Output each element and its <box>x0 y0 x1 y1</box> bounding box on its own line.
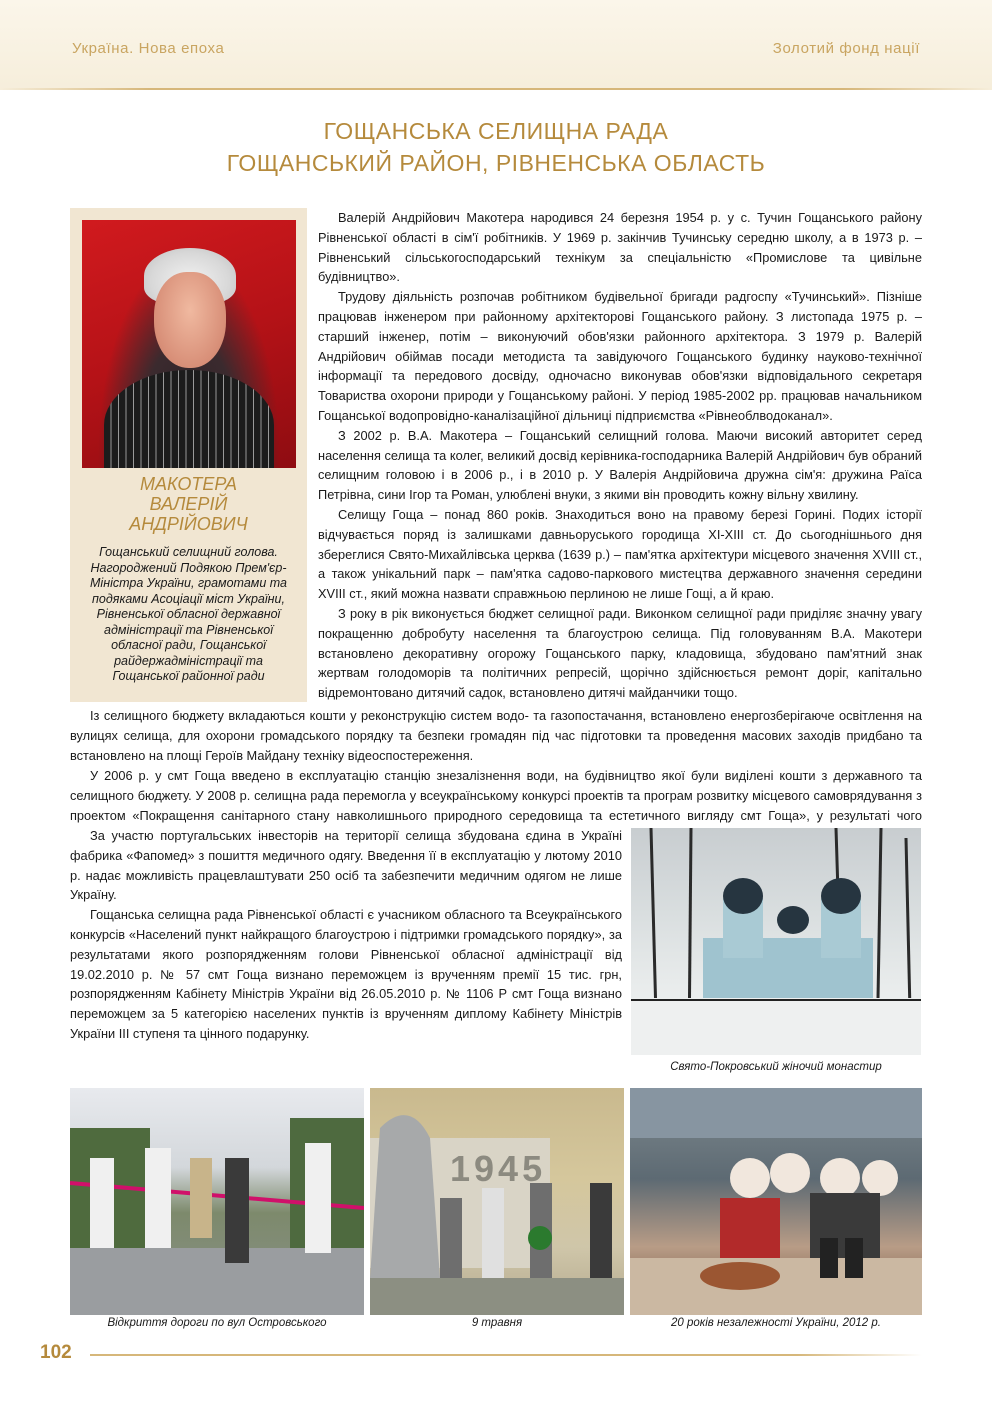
paragraph-4: Селищу Гоща – понад 860 років. Знаходиться воно на правому березі Горині. Подих історії відчувається поряд із залишками давньоруського городища ХІ-ХІІІ ст. До сьогоднішнього дня збереглися Свято-Михайлівська церква (1639 р.) – пам'ятка архітектури місцевого значення XVIII ст., а також унікальний парк – пам'ятка садово-паркового мистецтва державного значення середини XVIII ст., який можна назвати справжньою перлиною не лише Гощі, а й краю. <box>318 506 922 602</box>
portrait-photo <box>82 220 296 468</box>
article-title-line2: ГОЩАНСЬКИЙ РАЙОН, РІВНЕНСЬКА ОБЛАСТЬ <box>226 150 766 176</box>
road-opening-caption: Відкриття дороги по вул Островського <box>107 1317 327 1329</box>
road-opening-illustration <box>70 1088 364 1315</box>
monastery-caption: Свято-Покровський жіночий монастир <box>670 1061 882 1073</box>
portrait-shirt <box>104 370 274 468</box>
paragraph-6: Із селищного бюджету вкладаються кошти у реконструкцію систем водо- та газопостачання, встановлено енергозберігаюче освітлення на вулицях селища, для охорони громадського порядку та безпеки громадян під час підготовки та проведення масових заходів придбано та встановлено на площі Героїв Майдану техніку відеоспостереження. <box>70 708 922 763</box>
person-name <box>70 474 307 534</box>
victory-day-photo <box>370 1088 624 1315</box>
independence-caption: 20 років незалежності України, 2012 р. <box>671 1317 881 1329</box>
paragraph-1: Валерій Андрійович Макотера народився 24 березня 1954 р. у с. Тучин Гощанського району Рівненської області в сім'ї робітників. У 1969 р. закінчив Тучинську середню школу, а в 1973 р. – Рівненський сільськогосподарський технікум за спеціальністю «Промислове та цивільне будівництво». <box>318 210 922 285</box>
article-full-width <box>70 706 922 765</box>
person-surname: МАКОТЕРА <box>139 474 237 494</box>
paragraph-3: З 2002 р. В.А. Макотера – Гощанський селищний голова. Маючи високий авторитет серед населення селища та колег, великий досвід керівника-господарника Валерій Андрійович був обраний селищним головою і в 2006 р., і в 2010 р. У Валерія Андрійовича дружна сім'я: дружина Раїса Петрівна, сини Ігор та Роман, улюблені внуки, з якими він проводить кожну вільну хвилину. <box>318 427 922 503</box>
article-title <box>0 115 992 179</box>
page-header <box>0 0 992 90</box>
header-section-title: Золотий фонд нації <box>772 40 920 57</box>
article-full-width-2 <box>70 766 922 826</box>
independence-illustration <box>630 1088 922 1315</box>
paragraph-5: З року в рік виконується бюджет селищної ради. Виконком селищної ради приділяє значну увагу покращенню добробуту населення та благоустрою селища. Під головуванням В.А. Макотери встановлено декоративну огорожу Гощанського парку, кладовища, збудовано пам'ятний знак жертвам голодоморів та політичних репресій, щорічно здійснюється ремонт доріг, капітально відремонтовано дитячий садок, встановлено дитячі майданчики тощо. <box>318 605 922 701</box>
road-opening-photo <box>70 1088 364 1315</box>
person-bio: Гощанський селищний голова. Нагороджений Подякою Прем'єр-Міністра України, грамотами та подяками Асоціації міст України, Рівненської обласної державної адміністрації та Рівненської обласної ради, Гощанської райдержадміністрації та Гощанської районної ради <box>90 545 287 683</box>
page-number: 102 <box>40 1342 72 1363</box>
monastery-photo <box>631 828 921 1055</box>
article-column-left <box>70 826 622 1044</box>
paragraph-2: Трудову діяльність розпочав робітником будівельної бригади радгоспу «Тучинський». Пізніше працював інженером при районному архітекторові Гощанського району. З листопада 1975 р. – старший інженер, потім – виконуючий обов'язки районного архітектора. З 1979 р. Валерій Андрійович обіймав посади методиста та завідуючого Гощанського будинку науково-технічної інформації та передового досвіду, одночасно виконував обов'язки відповідального секретаря Товариства охорони природи у Гощанському районі. У період 1985-2002 рр. працював начальником Гощанської водопровідно-каналізаційної дільниці підприємства «Рівнеоблводоканал». <box>318 289 922 423</box>
footer-divider <box>90 1354 922 1356</box>
header-divider <box>0 88 992 90</box>
header-magazine-title: Україна. Нова епоха <box>72 40 225 57</box>
paragraph-7: У 2006 р. у смт Гоща введено в експлуатацію станцію знезалізнення води, на будівництво якої були виділені кошти з державного та селищного бюджету. У 2008 р. селищна рада перемогла у всеукраїнському конкурсі проектів та програм розвитку місцевого самоврядування з проектом «Покращення санітарного стану навколишнього природного середовища та естетичного вигляду смт Гоща», у результаті чого <box>70 768 922 823</box>
profile-sidebar <box>70 208 307 702</box>
person-patronymic: АНДРІЙОВИЧ <box>129 514 248 534</box>
article-title-line1: ГОЩАНСЬКА СЕЛИЩНА РАДА <box>323 118 669 144</box>
portrait-face <box>154 272 226 368</box>
article-column-right <box>318 208 922 703</box>
victory-sign-text: 1945 <box>450 1148 547 1189</box>
monastery-illustration <box>631 828 921 1055</box>
paragraph-8: За участю португальських інвесторів на території селища збудована єдина в Україні фабрика «Фапомед» з пошиття медичного одягу. Введення її в експлуатацію у лютому 2010 р. надає можливість працевлаштувати 250 осіб та забезпечити медичним одягом не лише Україну. <box>70 828 622 903</box>
paragraph-9: Гощанська селищна рада Рівненської області є учасником обласного та Всеукраїнського конкурсів «Населений пункт найкращого благоустрою і підтримки громадського порядку», за результатами якого розпорядженням голови Рівненської обласної адміністрації від 19.02.2010 р. № 57 смт Гоща визнано переможцем із врученням премії 15 тис. грн, розпорядженням Кабінету Міністрів України від 26.05.2010 р. № 1106 Р смт Гоща визнано переможцем за 5 категорією населених пунктів із врученням диплому Кабінету Міністрів України ІІІ ступеня та цінного подарунку. <box>70 907 622 1041</box>
victory-day-illustration <box>370 1088 624 1315</box>
victory-day-caption: 9 травня <box>471 1317 523 1329</box>
person-first-name: ВАЛЕРІЙ <box>149 494 228 514</box>
independence-photo <box>630 1088 922 1315</box>
